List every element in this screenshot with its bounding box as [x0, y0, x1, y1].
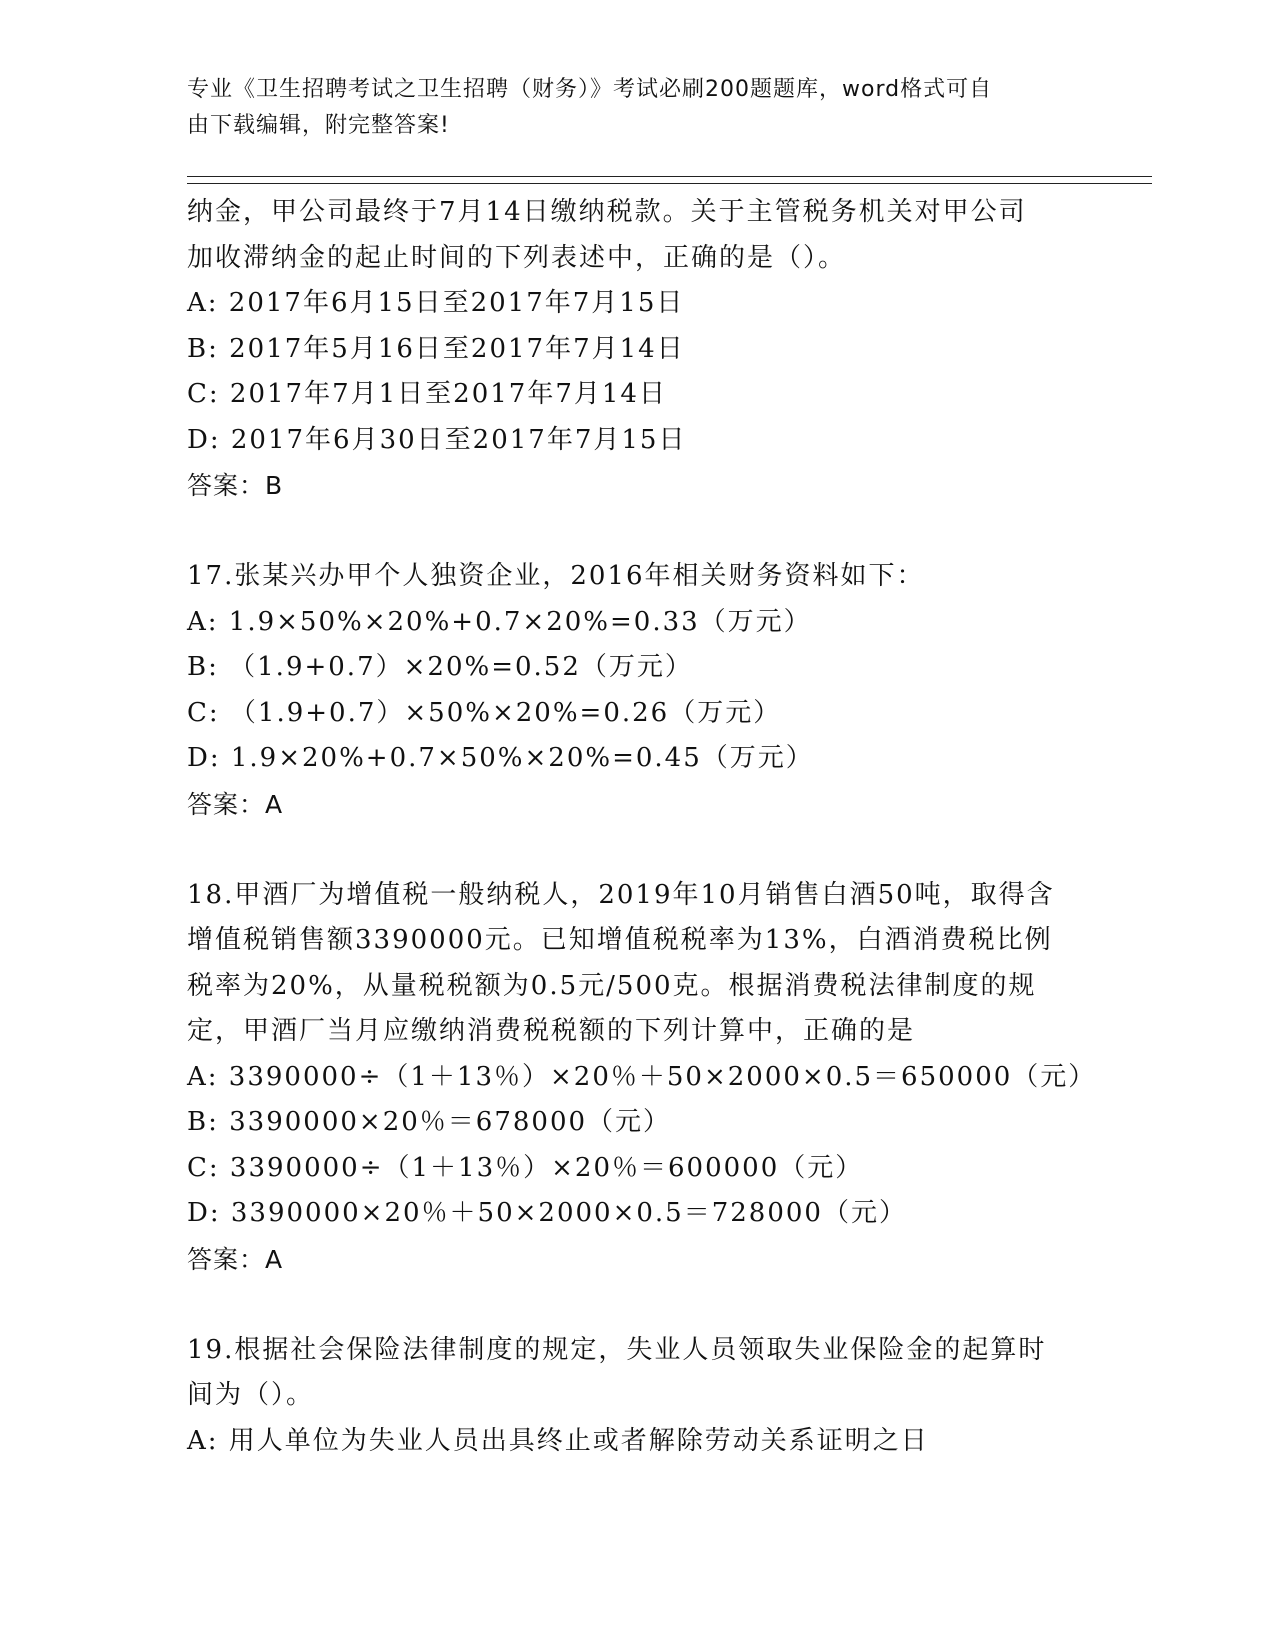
- question-17-option-c: C: （1.9+0.7）×50%×20%=0.26（万元）: [187, 697, 782, 728]
- question-17-option-a: A: 1.9×50%×20%+0.7×20%=0.33（万元）: [187, 606, 812, 637]
- question-17-stem-1: 17.张某兴办甲个人独资企业，2016年相关财务资料如下：: [187, 561, 925, 591]
- question-16-option-b: B: 2017年5月16日至2017年7月14日: [187, 333, 685, 364]
- question-16-option-c: C: 2017年7月1日至2017年7月14日: [187, 379, 667, 409]
- spacer: [187, 509, 1107, 555]
- question-16-option-a: A: 2017年6月15日至2017年7月15日: [187, 288, 685, 318]
- question-18-option-d: D: 3390000×20％＋50×2000×0.5＝728000（元）: [187, 1198, 907, 1228]
- page-header: [187, 72, 1087, 144]
- question-16-stem-2: 加收滞纳金的起止时间的下列表述中，正确的是（）。: [187, 242, 847, 273]
- question-18-stem-4: 定，甲酒厂当月应缴纳消费税税额的下列计算中，正确的是: [187, 1016, 916, 1046]
- question-17-answer: 答案：A: [187, 789, 284, 819]
- question-18: [187, 873, 1107, 1283]
- header-line-1: 专业《卫生招聘考试之卫生招聘（财务）》考试必刷200题题库，word格式可自: [187, 77, 993, 102]
- question-18-answer: 答案：A: [187, 1244, 284, 1274]
- question-17-option-b: B: （1.9+0.7）×20%=0.52（万元）: [187, 652, 693, 682]
- question-16: [187, 190, 1107, 509]
- question-19-option-a: A: 用人单位为失业人员出具终止或者解除劳动关系证明之日: [187, 1425, 929, 1456]
- question-19: [187, 1328, 1107, 1465]
- question-18-stem-1: 18.甲酒厂为增值税一般纳税人，2019年10月销售白酒50吨，取得含: [187, 879, 1055, 910]
- header-line-2: 由下载编辑，附完整答案!: [187, 113, 450, 138]
- question-19-stem-1: 19.根据社会保险法律制度的规定，失业人员领取失业保险金的起算时: [187, 1334, 1047, 1365]
- spacer: [187, 827, 1107, 873]
- header-rule-top: [187, 176, 1152, 177]
- question-16-answer: 答案：B: [187, 471, 284, 500]
- question-16-stem-1: 纳金，甲公司最终于7月14日缴纳税款。关于主管税务机关对甲公司: [187, 197, 1027, 227]
- question-17-option-d: D: 1.9×20%+0.7×50%×20%=0.45（万元）: [187, 743, 814, 773]
- question-18-stem-3: 税率为20%，从量税税额为0.5元/500克。根据消费税法律制度的规: [187, 970, 1037, 1001]
- header-rule-bottom: [187, 183, 1152, 184]
- spacer: [187, 1282, 1107, 1328]
- question-16-option-d: D: 2017年6月30日至2017年7月15日: [187, 424, 687, 455]
- document-body: [187, 190, 1107, 1464]
- question-18-option-c: C: 3390000÷（1＋13％）×20％＝600000（元）: [187, 1152, 864, 1183]
- question-19-stem-2: 间为（）。: [187, 1380, 315, 1410]
- question-17: [187, 554, 1107, 827]
- question-18-option-a: A: 3390000÷（1＋13％）×20％＋50×2000×0.5＝650000（元）: [187, 1061, 1097, 1092]
- question-18-stem-2: 增值税销售额3390000元。已知增值税税率为13%，白酒消费税比例: [187, 925, 1053, 955]
- question-18-option-b: B: 3390000×20％＝678000（元）: [187, 1107, 672, 1137]
